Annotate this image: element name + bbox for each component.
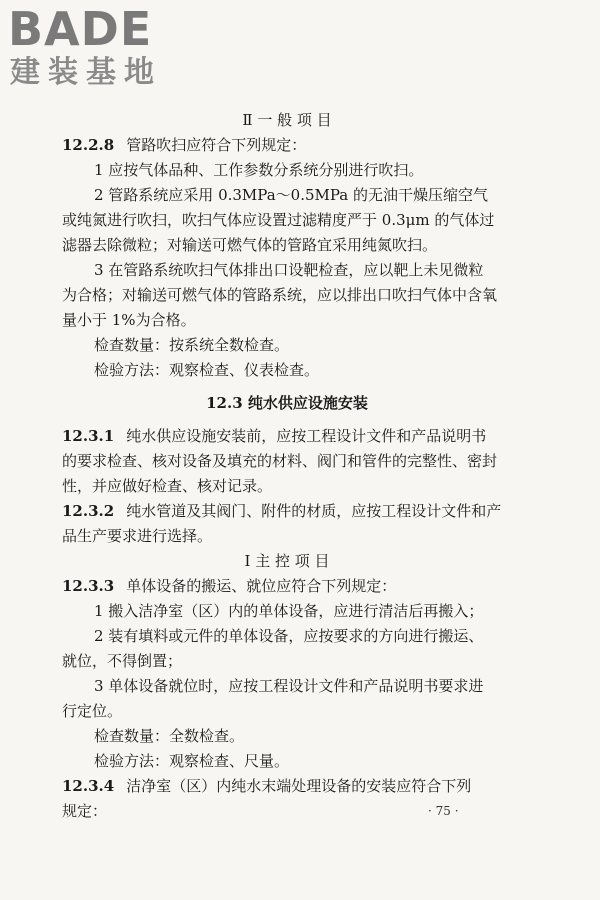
item-12-2-8-2-line1: 2 管路系统应采用 0.3MPa～0.5MPa 的无油干燥压缩空气 <box>94 186 489 204</box>
check-method: 检验方法：观察检查、仪表检查。 <box>94 361 320 379</box>
page-body <box>62 108 512 824</box>
clause-number: 12.2.8 <box>62 136 115 154</box>
clause-text: 洁净室（区）内纯水末端处理设备的安装应符合下列 <box>126 777 472 795</box>
check-quantity: 检查数量：全数检查。 <box>94 727 245 745</box>
clause-12-3-1-line2: 的要求检查、核对设备及填充的材料、阀门和管件的完整性、密封 <box>62 452 498 470</box>
item-12-2-8-3-line2: 为合格；对输送可燃气体的管路系统，应以排出口吹扫气体中含氧 <box>62 286 498 304</box>
item-12-2-8-3-line1: 3 在管路系统吹扫气体排出口设靶检查，应以靶上未见微粒 <box>94 261 484 279</box>
item-12-3-3-3-line1: 3 单体设备就位时，应按工程设计文件和产品说明书要求进 <box>94 677 484 695</box>
clause-text: 纯水管道及其阀门、附件的材质，应按工程设计文件和产 <box>126 502 502 520</box>
clause-text: 纯水供应设施安装前，应按工程设计文件和产品说明书 <box>126 427 487 445</box>
clause-12-3-4-line2: 规定： <box>62 802 108 820</box>
logo-text-cn: 建装基地 <box>10 55 162 90</box>
clause-12-3-1-line3: 性，并应做好检查、核对记录。 <box>62 477 273 495</box>
clause-12-3-4-line1 <box>62 774 512 799</box>
item-12-3-3-1: 1 搬入洁净室（区）内的单体设备，应进行清洁后再搬入； <box>94 602 484 620</box>
clause-number: 12.3.4 <box>62 777 115 795</box>
clause-number: 12.3.3 <box>62 577 115 595</box>
clause-number: 12.3.2 <box>62 502 115 520</box>
item-12-2-8-3-line3: 量小于 1%为合格。 <box>62 311 196 329</box>
section-heading-12-3: 12.3 纯水供应设施安装 <box>206 394 368 412</box>
item-12-3-3-2-line1: 2 装有填料或元件的单体设备，应按要求的方向进行搬运、 <box>94 627 484 645</box>
logo-text-en: BADE <box>8 2 153 56</box>
clause-12-3-3 <box>62 574 512 599</box>
check-quantity: 检查数量：按系统全数检查。 <box>94 336 290 354</box>
subsection-heading-general: Ⅱ 一 般 项 目 <box>242 111 332 129</box>
clause-text: 管路吹扫应符合下列规定： <box>126 136 307 154</box>
item-12-3-3-3-line2: 行定位。 <box>62 702 123 720</box>
clause-number: 12.3.1 <box>62 427 115 445</box>
clause-text: 单体设备的搬运、就位应符合下列规定： <box>126 577 397 595</box>
item-12-2-8-1: 1 应按气体品种、工作参数分系统分别进行吹扫。 <box>94 161 424 179</box>
bade-logo <box>8 4 176 96</box>
clause-12-2-8 <box>62 133 512 158</box>
item-12-3-3-2-line2: 就位，不得倒置； <box>62 652 183 670</box>
check-method: 检验方法：观察检查、尺量。 <box>94 752 290 770</box>
item-12-2-8-2-line2: 或纯氮进行吹扫，吹扫气体应设置过滤精度严于 0.3μm 的气体过 <box>62 211 495 229</box>
clause-12-3-1-line1 <box>62 424 512 449</box>
page-number: · 75 · <box>428 804 459 818</box>
clause-12-3-2-line1 <box>62 499 512 524</box>
item-12-2-8-2-line3: 滤器去除微粒；对输送可燃气体的管路宜采用纯氮吹扫。 <box>62 236 438 254</box>
clause-12-3-2-line2: 品生产要求进行选择。 <box>62 527 213 545</box>
subsection-heading-main-control: Ⅰ 主 控 项 目 <box>244 552 330 570</box>
